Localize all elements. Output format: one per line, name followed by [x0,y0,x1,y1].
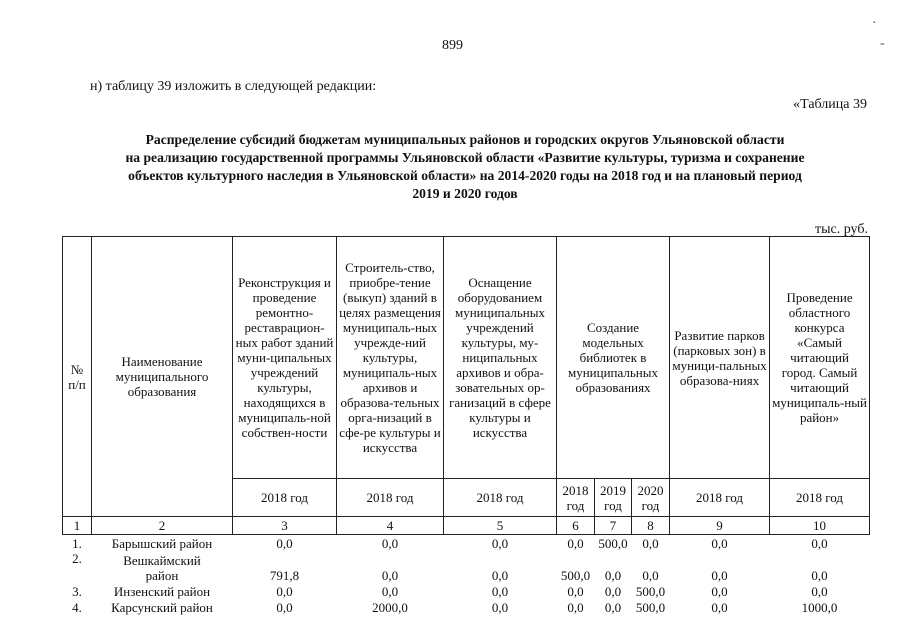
column-number: 3 [233,517,337,535]
column-number: 4 [337,517,444,535]
municipality-name-line: Вешкаймский [123,553,201,568]
row-number: 2. [72,551,82,566]
year-label: 2018 год [670,479,770,517]
cell-value: 0,0 [642,568,659,583]
table-row [63,535,870,552]
cell-value: 0,0 [276,536,293,551]
table-row [63,583,870,599]
cell-value: 0,0 [491,600,509,615]
municipality-name: Инзенский район [113,584,211,599]
cell-value: 0,0 [642,536,659,551]
cell-value: 0,0 [604,600,622,615]
title-line: Распределение субсидий бюджетам муниципальных районов и городских округов Ульяновской области [145,132,785,147]
column-number: 6 [557,517,595,535]
row-number: 1. [72,536,82,551]
cell-value: 0,0 [811,536,828,551]
column-number: 1 [63,517,92,535]
year-label: 2020 год [632,479,670,517]
municipality-name: Барышский район [111,536,213,551]
column-number: 10 [770,517,870,535]
subsidy-table [62,236,870,615]
page-number: 899 [442,38,463,53]
cell-value: 1000,0 [801,600,838,615]
intro-text: н) таблицу 39 изложить в следующей редакции: [90,79,377,94]
municipality-name-line: район [145,568,179,583]
row-number: 4. [72,600,82,615]
document-title [70,131,860,203]
cell-value: 500,0 [635,584,666,599]
year-label: 2018 год [770,479,870,517]
municipality-name [92,551,233,583]
cell-value: 0,0 [276,600,293,615]
year-label: 2018 год [337,479,444,517]
cell-value: 0,0 [811,568,828,583]
column-number: 8 [632,517,670,535]
year-label: 2018 год [557,479,595,517]
column-number: 5 [444,517,557,535]
cell-value: 0,0 [567,600,584,615]
cell-value: 0,0 [711,584,728,599]
cell-value: 0,0 [567,584,584,599]
cell-value: 0,0 [604,568,622,583]
cell-value: 0,0 [711,568,728,583]
cell-value: 500,0 [635,600,666,615]
cell-value: 500,0 [598,536,628,551]
cell-value: 0,0 [381,536,399,551]
row-number: 3. [72,584,82,599]
year-label: 2019 год [595,479,632,517]
header-construction: Строитель-ство, приобре-тение (выкуп) зданий в целях размещения муниципаль-ных учрежде-ний культуры, муниципаль-ных архивов и образова-тельных орга-низаций в сфе-ре культуры и искусства [337,237,444,479]
title-line: объектов культурного наследия в Ульяновской области» на 2014-2020 годы на 2018 год и на плановый период [128,168,802,183]
column-number: 7 [595,517,632,535]
cell-value: 2000,0 [372,600,408,615]
cell-value: 0,0 [491,536,509,551]
scan-mark: · [872,16,877,31]
cell-value: 500,0 [560,568,591,583]
header-reconstruction: Реконструкция и проведение ремонтно-реставрацион-ных работ зданий муни-ципальных учреждений культуры, находящихся в муниципаль-ной собствен-ности [233,237,337,479]
cell-value: 0,0 [381,584,399,599]
cell-value: 0,0 [381,568,399,583]
cell-value: 0,0 [711,536,728,551]
column-number: 9 [670,517,770,535]
year-label: 2018 год [233,479,337,517]
header-equipment: Оснащение оборудованием муниципальных учреждений культуры, му-ниципальных архивов и обра-зовательных ор-ганизаций в сфере культуры и искусства [444,237,557,479]
cell-value: 0,0 [567,536,584,551]
cell-value: 0,0 [491,568,509,583]
scan-mark: - [880,36,885,51]
header-libraries: Создание модельных библиотек в муниципальных образованиях [557,237,670,479]
cell-value: 0,0 [811,584,828,599]
cell-value: 791,8 [269,568,300,583]
cell-value: 0,0 [276,584,293,599]
header-contest: Проведение областного конкурса «Самый читающий город. Самый читающий муниципаль-ный район» [770,237,870,479]
header-parks: Развитие парков (парковых зон) в муници-пальных образова-ниях [670,237,770,479]
table-row [63,599,870,615]
units-label: тыс. руб. [815,222,868,237]
table-row [63,551,870,583]
cell-value: 0,0 [491,584,509,599]
cell-value: 0,0 [604,584,622,599]
title-line: 2019 и 2020 годов [412,186,518,201]
table-reference: «Таблица 39 [793,97,867,112]
cell-value: 0,0 [711,600,728,615]
municipality-name: Карсунский район [111,600,213,615]
title-line: на реализацию государственной программы Ульяновской области «Развитие культуры, туризма и сохранение [125,150,805,165]
year-label: 2018 год [444,479,557,517]
header-number: № п/п [63,237,92,517]
column-number: 2 [92,517,233,535]
header-municipality: Наименование муниципального образования [92,237,233,517]
